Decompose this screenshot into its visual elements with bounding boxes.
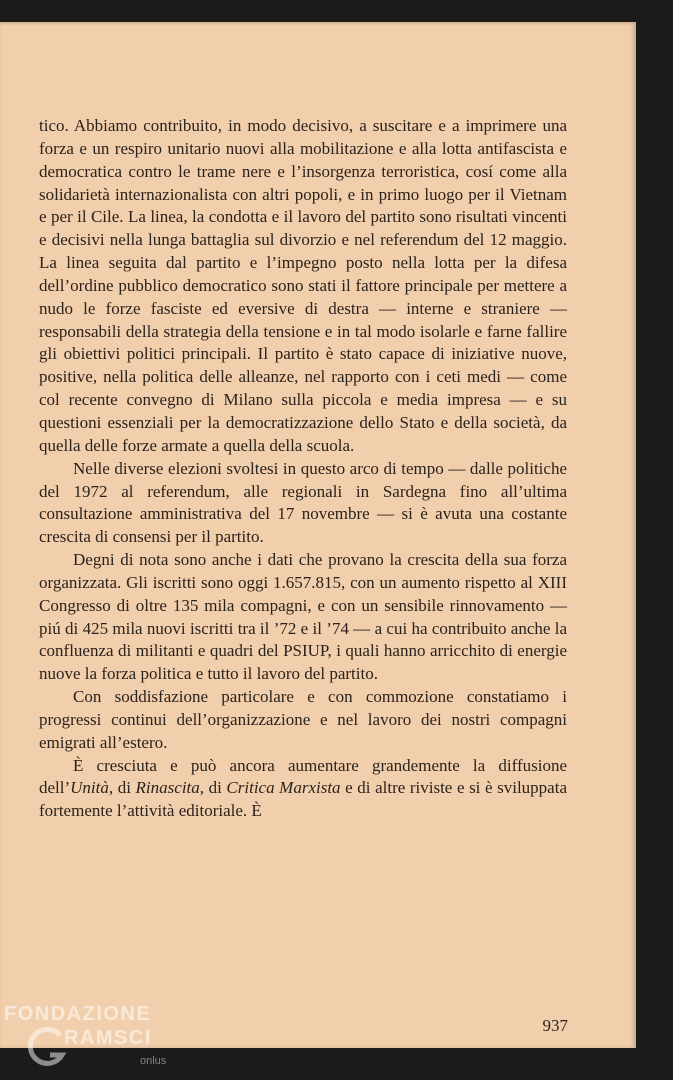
paragraph-5 bbox=[39, 755, 567, 824]
page-number: 937 bbox=[542, 1016, 568, 1035]
watermark-logo bbox=[4, 1003, 174, 1075]
paragraph-5-mid2: , di bbox=[199, 778, 227, 798]
watermark-line1: FONDAZIONE bbox=[4, 1003, 152, 1025]
paragraph-3: Degni di nota sono anche i dati che provano la crescita della sua forza organizzata. Gli iscritti sono oggi 1.657.815, con un aumento rispetto al XIII Congresso di oltre 135 mila compagni, e con un sensibile rinnovamento — piú di 425 mila nuovi iscritti tra il ’72 e il ’74 — a cui ha contribuito anche la confluenza di militanti e quadri del PSIUP, i quali hanno arricchito di energie nuove la forza politica e tutto il lavoro del partito. bbox=[39, 550, 567, 684]
paragraph-5-after: e di altre riviste e si è sviluppata fortemente l’attività editoriale. È bbox=[39, 778, 567, 821]
title-unita: Unità bbox=[70, 778, 109, 798]
paragraph-1: tico. Abbiamo contribuito, in modo decisivo, a suscitare e a imprimere una forza e un respiro unitario nuovi alla mobilitazione e alla lotta antifascista e democratica contro le trame nere e l’insorgenza terroristica, cosí come alla solidarietà internazionalista con altri popoli, e in primo luogo per il Vietnam e per il Cile. La linea, la condotta e il lavoro del partito sono risultati vincenti e decisivi nella lunga battaglia sul divorzio e nel referendum del 12 maggio. La linea seguita dal partito e l’impegno posto nella lotta per la difesa dell’ordine pubblico democratico sono stati il fattore principale per mettere a nudo le forze fasciste ed eversive di destra — interne e straniere — responsabili della strategia della tensione e in tal modo isolarle e farne fallire gli obiettivi politici principali. Il partito è stato capace di iniziative nuove, positive, nella politica delle alleanze, nel rapporto con i ceti medi — come col recente convegno di Milano sulla piccola e media impresa — e su questioni essenziali per la democratizzazione dello Stato e della società, da quella delle forze armate a quella della scuola. bbox=[39, 116, 567, 455]
watermark-line2: RAMSCI bbox=[64, 1027, 152, 1049]
title-rinascita: Rinascita bbox=[135, 778, 200, 798]
watermark-sub: onlus bbox=[140, 1055, 167, 1067]
paragraph-5-before: È cresciuta e può ancora aumentare grandemente la diffusione dell’ bbox=[39, 755, 567, 798]
book-page bbox=[0, 22, 636, 1048]
body-text bbox=[39, 115, 567, 823]
g-logo-icon bbox=[28, 1025, 68, 1069]
title-critica-marxista: Critica Marxista bbox=[226, 778, 341, 798]
paragraph-2: Nelle diverse elezioni svoltesi in questo arco di tempo — dalle politiche del 1972 al referendum, alle regionali in Sardegna fino all’ultima consultazione amministrativa del 17 novembre — si è avuta una costante crescita di consensi per il partito. bbox=[39, 458, 567, 547]
paragraph-5-mid1: , di bbox=[108, 778, 136, 798]
paragraph-4: Con soddisfazione particolare e con commozione constatiamo i progressi continui dell’organizzazione e nel lavoro dei nostri compagni emigrati all’estero. bbox=[39, 687, 567, 752]
